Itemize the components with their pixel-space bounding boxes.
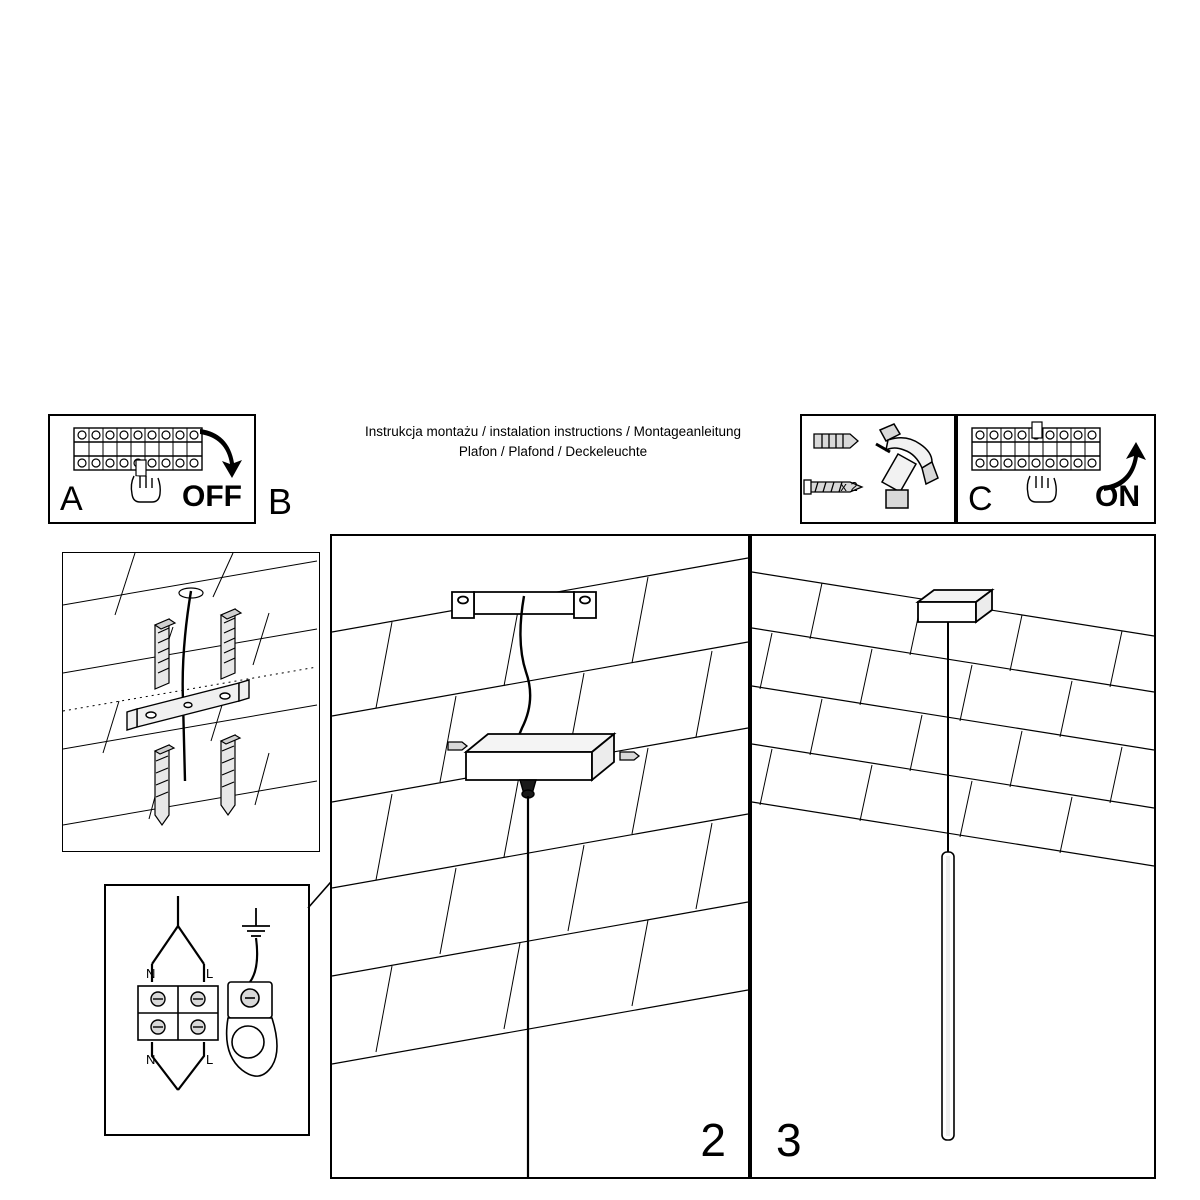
tools-illustration xyxy=(802,416,954,522)
title-line-1: Instrukcja montażu / instalation instructions / Montageanleitung xyxy=(365,424,741,439)
pendant-rod-part xyxy=(942,852,954,1140)
label-neutral-bottom: N xyxy=(146,1052,156,1067)
step-1-illustration xyxy=(63,553,317,849)
step-2-panel xyxy=(330,534,750,1179)
panel-tools xyxy=(800,414,956,524)
step-2-illustration xyxy=(332,536,748,1177)
mounting-bracket-part xyxy=(452,592,596,618)
canopy-part xyxy=(466,734,614,780)
step-1-illustration-frame xyxy=(62,552,320,852)
cable-grip-part xyxy=(520,780,536,798)
mounting-bracket-part xyxy=(127,680,249,730)
label-neutral-top: N xyxy=(146,966,156,981)
panel-c-power-on xyxy=(956,414,1156,524)
side-screw-part xyxy=(620,752,639,760)
label-live-bottom: L xyxy=(206,1052,214,1067)
wall-plug-part xyxy=(221,609,241,679)
step-3-panel xyxy=(750,534,1156,1179)
panel-b-letter: B xyxy=(268,481,293,522)
panel-b-title-block xyxy=(258,414,800,524)
step-2-number: 2 xyxy=(700,1114,726,1166)
title-line-2: Plafon / Plafond / Deckeleuchte xyxy=(458,443,648,459)
side-screw-part xyxy=(448,742,467,750)
label-live-top: L xyxy=(206,966,214,981)
panel-a-letter: A xyxy=(60,480,83,518)
canopy-part xyxy=(918,590,992,622)
tools-quantity-label: x 2 xyxy=(840,479,858,494)
step-3-number: 3 xyxy=(776,1114,802,1166)
power-drill-icon xyxy=(876,424,938,508)
wall-plug-icon xyxy=(814,434,858,448)
panel-c-state-label: ON xyxy=(1095,480,1140,513)
terminal-wiring-detail-illustration xyxy=(106,886,308,1134)
wiring-detail-frame xyxy=(104,884,310,1136)
panel-a-power-off xyxy=(48,414,256,524)
earth-ground-icon xyxy=(242,908,270,936)
screw-part xyxy=(221,735,240,815)
step-3-illustration xyxy=(752,536,1154,1177)
panel-c-letter: C xyxy=(968,480,993,518)
panel-a-state-label: OFF xyxy=(182,480,242,513)
screw-part xyxy=(155,745,174,825)
